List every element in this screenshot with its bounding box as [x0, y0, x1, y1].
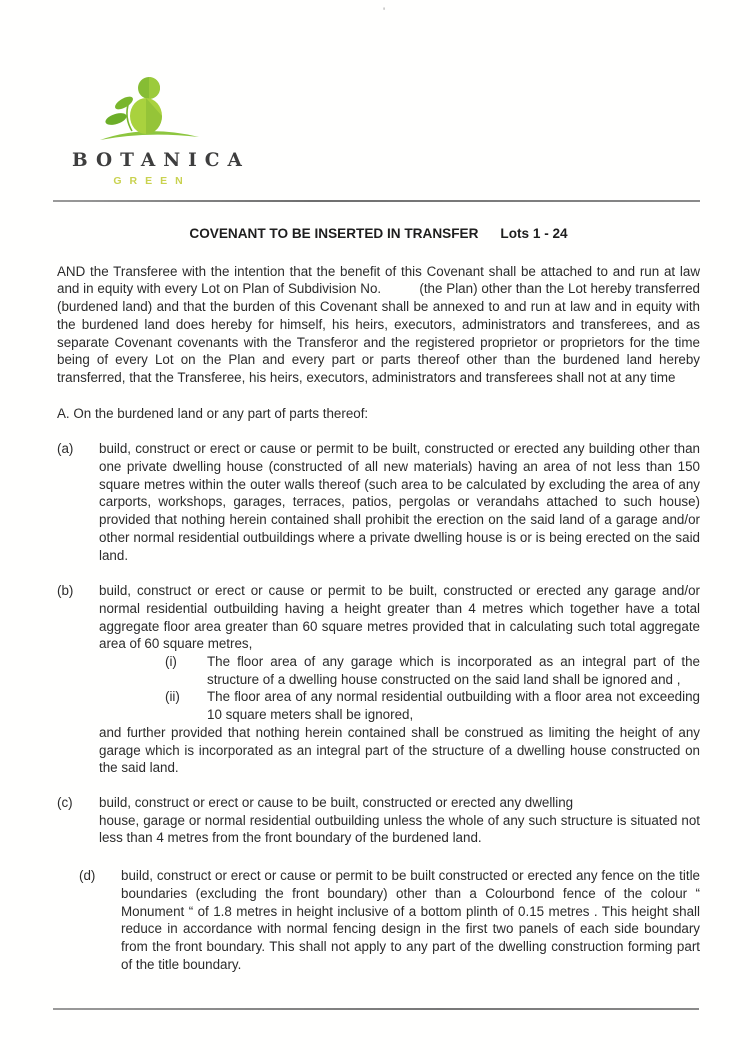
- clause-b-label: (b): [57, 583, 74, 599]
- clause-d-text: build, construct or erect or cause or permit to be built constructed or erected any fence on the title boundaries (excluding the front boundary) other than a Colourbond fence of the colour “ Monument “ of 1.8 metres in height inclusive of a bottom plinth of 0.15 metres . This height shall reduce in accordance with normal fencing design in the first two panels of each side boundary from the front boundary. This shall not apply to any part of the dwelling construction forming part of the title boundary.: [121, 868, 700, 972]
- subclause-ii-label: (ii): [165, 689, 180, 705]
- clause-a-label: (a): [57, 441, 74, 457]
- intro-paragraph: AND the Transferee with the intention that the benefit of this Covenant shall be attached to and run at law and in equity with every Lot on Plan of Subdivision No. (the Plan) other than the Lot hereby transferred (burdened land) and that the burden of this Covenant shall be annexed to and run at law and in equity with the burdened land does hereby for himself, his heirs, executors, administrators and transferees, and as separate Covenant covenants with the Transferor and the registered proprietor or proprietors for the time being of every Lot on the Plan and every part or parts thereof other than the burdened land hereby transferred, that the Transferee, his heirs, executors, administrators and transferees shall not at any time: [57, 263, 700, 385]
- botanica-logo: [66, 76, 250, 187]
- subclause-ii: [165, 688, 700, 723]
- brand-wordmark: BOTANICA: [72, 150, 250, 171]
- botanica-plant-icon: [93, 76, 205, 148]
- document-body: [57, 225, 700, 973]
- clause-d-label: (d): [79, 868, 96, 884]
- clause-a-text: build, construct or erect or cause or permit to be built, constructed or erected any building other than one private dwelling house (constructed of all new materials) having an area of not less than 150 square metres within the outer walls thereof (such area to be calculated by excluding the area of any carports, workshops, garages, terraces, patios, pergolas or verandahs attached to such house) provided that nothing herein contained shall prohibit the erection on the said land of a garage and/or other normal residential outbuildings where a private dwelling house is or is being erected on the said land.: [99, 441, 700, 563]
- clause-b: [57, 582, 700, 777]
- subclause-i-text: The floor area of any garage which is incorporated as an integral part of the structure of a dwelling house constructed on the said land shall be ignored and ,: [207, 654, 700, 687]
- subclause-i: [165, 653, 700, 688]
- clause-c-text: house, garage or normal residential outbuilding unless the whole of any such structure is situated not less than 4 metres from the front boundary of the burdened land.: [99, 812, 700, 846]
- header-rule: [53, 200, 700, 202]
- scan-artifact-mark: ': [383, 6, 386, 18]
- brand-subtitle: GREEN: [113, 175, 191, 187]
- clause-b-text: build, construct or erect or cause or permit to be built, constructed or erected any garage and/or normal residential outbuilding having a height greater than 4 metres which together have a total aggregate floor area greater than 60 square metres provided that in calculating such total aggregate area of 60 square metres,: [99, 583, 700, 652]
- title-lots: Lots 1 - 24: [500, 226, 568, 241]
- clause-d: [79, 867, 700, 973]
- clause-c-label: (c): [57, 794, 73, 810]
- section-a-heading: A. On the burdened land or any part of parts thereof:: [57, 405, 369, 421]
- clause-a: [57, 440, 700, 564]
- clause-b-continuation: and further provided that nothing herein contained shall be construed as limiting the height of any garage which is incorporated as an integral part of the structure of a dwelling house constructed on the said land.: [99, 724, 700, 776]
- footer-rule: [53, 1008, 699, 1010]
- clause-c: [57, 794, 700, 847]
- subclause-i-label: (i): [165, 654, 177, 670]
- clause-c-first-line: build, construct or erect or cause to be built, constructed or erected any dwelling: [99, 794, 574, 810]
- subclause-ii-text: The floor area of any normal residential outbuilding with a floor area not exceeding 10 square meters shall be ignored,: [207, 689, 700, 723]
- title-main: COVENANT TO BE INSERTED IN TRANSFER: [189, 226, 479, 241]
- document-title: [57, 225, 700, 243]
